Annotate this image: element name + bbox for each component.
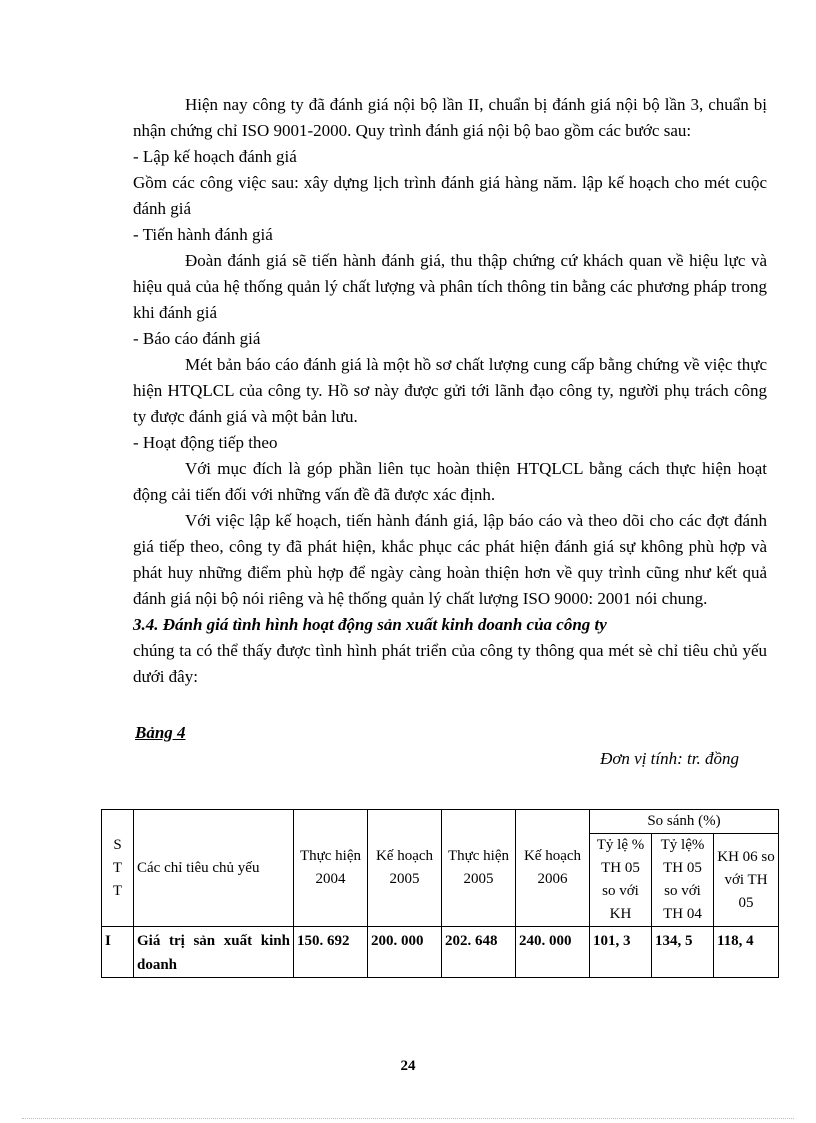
- bullet-heading: - Tiến hành đánh giá: [133, 225, 273, 244]
- header-compare-2: Tỷ lệ% TH 05 so với TH 04: [652, 834, 714, 927]
- document-body: [133, 92, 767, 771]
- cell-compare-3: 118, 4: [714, 927, 779, 978]
- unit-note: Đơn vị tính: tr. đồng: [600, 749, 739, 768]
- cell-compare-2: 134, 5: [652, 927, 714, 978]
- header-plan-2005: Kế hoạch 2005: [368, 810, 442, 927]
- paragraph: Với việc lập kế hoạch, tiến hành đánh giá, lập báo cáo và theo dõi cho các đợt đánh giá tiếp theo, công ty đã phát hiện, khắc phục các phát hiện đánh giá sự không phù hợp và phát huy những điểm phù hợp để ngày càng hoàn thiện hơn về quy trình cũng như kết quả đánh giá nội bộ nói riêng và hệ thống quản lý chất lượng ISO 9000: 2001 nói chung.: [133, 511, 767, 608]
- header-indicator: Các chỉ tiêu chủ yếu: [134, 810, 294, 927]
- cell-compare-1: 101, 3: [590, 927, 652, 978]
- cell-actual-2004: 150. 692: [294, 927, 368, 978]
- cell-stt: I: [102, 927, 134, 978]
- paragraph: Đoàn đánh giá sẽ tiến hành đánh giá, thu thập chứng cứ khách quan về hiệu lực và hiệu quả của hệ thống quản lý chất lượng và phân tích thông tin bằng các phương pháp trong khi đánh giá: [133, 251, 767, 322]
- paragraph: Mét bản báo cáo đánh giá là một hồ sơ chất lượng cung cấp bằng chứng về việc thực hiện HTQLCL của công ty. Hồ sơ này được gửi tới lãnh đạo công ty, người phụ trách công ty được đánh giá và một bản lưu.: [133, 355, 767, 426]
- bullet-heading: - Báo cáo đánh giá: [133, 329, 261, 348]
- cell-actual-2005: 202. 648: [442, 927, 516, 978]
- table-title: Bảng 4: [135, 723, 186, 742]
- header-compare-3: KH 06 so với TH 05: [714, 834, 779, 927]
- table-header-row: [102, 810, 779, 834]
- indicators-table: [101, 809, 779, 978]
- header-stt: S T T: [102, 810, 134, 927]
- header-compare: So sánh (%): [590, 810, 779, 834]
- bullet-heading: - Lập kế hoạch đánh giá: [133, 147, 297, 166]
- paragraph: Gồm các công việc sau: xây dựng lịch trình đánh giá hàng năm. lập kế hoạch cho mét cuộc đánh giá: [133, 173, 767, 218]
- page-number: 24: [400, 1058, 416, 1074]
- table-row: [102, 927, 779, 978]
- header-actual-2004: Thực hiện 2004: [294, 810, 368, 927]
- header-plan-2006: Kế hoạch 2006: [516, 810, 590, 927]
- paragraph: Hiện nay công ty đã đánh giá nội bộ lần II, chuẩn bị đánh giá nội bộ lần 3, chuẩn bị nhận chứng chỉ ISO 9001-2000. Quy trình đánh giá nội bộ bao gồm các bước sau:: [133, 95, 767, 140]
- header-compare-1: Tỷ lệ % TH 05 so với KH: [590, 834, 652, 927]
- section-intro: chúng ta có thể thấy được tình hình phát triển của công ty thông qua mét sè chỉ tiêu chủ yếu dưới đây:: [133, 641, 767, 686]
- page-border: [22, 1118, 794, 1119]
- section-heading: 3.4. Đánh giá tình hình hoạt động sản xuất kinh doanh của công ty: [133, 615, 607, 634]
- bullet-heading: - Hoạt động tiếp theo: [133, 433, 278, 452]
- cell-plan-2005: 200. 000: [368, 927, 442, 978]
- cell-plan-2006: 240. 000: [516, 927, 590, 978]
- cell-indicator: Giá trị sản xuất kinh doanh: [134, 927, 294, 978]
- header-actual-2005: Thực hiện 2005: [442, 810, 516, 927]
- paragraph: Với mục đích là góp phần liên tục hoàn thiện HTQLCL bằng cách thực hiện hoạt động cải tiến đối với những vấn đề đã được xác định.: [133, 459, 767, 504]
